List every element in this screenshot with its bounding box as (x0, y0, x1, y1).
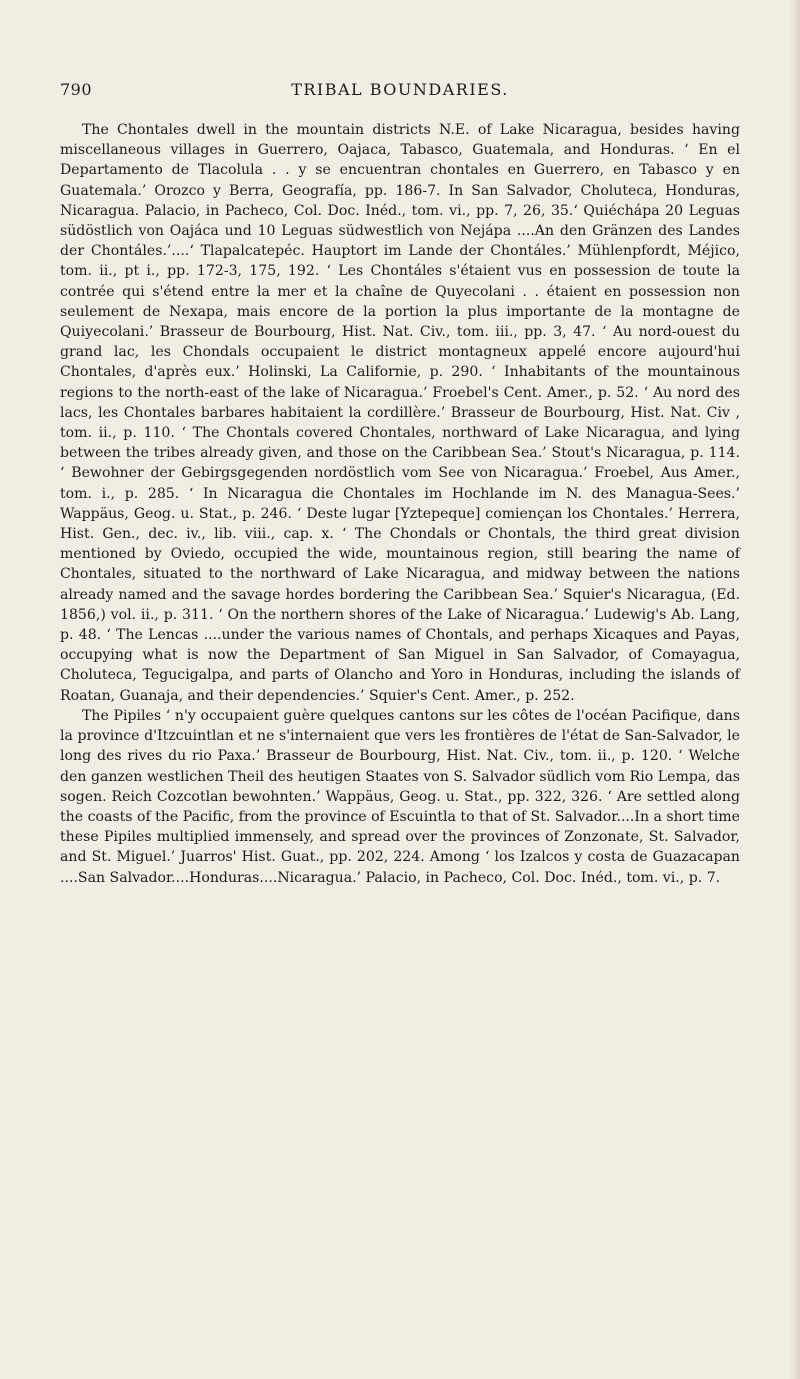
paragraph-pipiles: The Pipiles ‘ n'y occupaient guère quelques cantons sur les côtes de l'océan Pacifique, dans la province d'Itzcuintlan et ne s'internaient que vers les frontières de l'état de San-Salvador, le long des rives du rio Paxa.’ Brasseur de Bourbourg, Hist. Nat. Civ., tom. ii., p. 120. ‘ Welche den ganzen westlichen Theil des heutigen Staates von S. Salvador südlich vom Rio Lempa, das sogen. Reich Cozcotlan bewohnten.’ Wappäus, Geog. u. Stat., pp. 322, 326. ‘ Are settled along the coasts of the Pacific, from the province of Escuintla to that of St. Salvador....In a short time these Pipiles multiplied immensely, and spread over the provinces of Zonzonate, St. Salvador, and St. Miguel.’ Juarros' Hist. Guat., pp. 202, 224. Among ‘ los Izalcos y costa de Guazacapan ....San Salvador....Honduras....Nicaragua.’ Palacio, in Pacheco, Col. Doc. Inéd., tom. vi., p. 7. (60, 707, 740, 886)
book-page (60, 80, 740, 888)
page-number: 790 (60, 80, 93, 99)
running-title: TRIBAL BOUNDARIES. (291, 80, 509, 99)
body-text (60, 120, 740, 888)
paragraph-chontales: The Chontales dwell in the mountain districts N.E. of Lake Nicaragua, besides having miscellaneous villages in Guerrero, Oajaca, Tabasco, Guatemala, and Honduras. ‘ En el Departamento de Tlacolula . . y se encuentran chontales en Guerrero, en Tabasco y en Guatemala.’ Orozco y Berra, Geografía, pp. 186-7. In San Salvador, Choluteca, Honduras, Nicaragua. Palacio, in Pacheco, Col. Doc. Inéd., tom. vi., pp. 7, 26, 35.‘ Quiéchápa 20 Leguas südöstlich von Oajáca und 10 Leguas südwestlich von Nejápa ....An den Gränzen des Landes der Chontáles.’....‘ Tlapalcatepéc. Hauptort im Lande der Chontáles.’ Mühlenpfordt, Méjico, tom. ii., pt i., pp. 172-3, 175, 192. ‘ Les Chontáles s'étaient vus en possession de toute la contrée qui s'étend entre la mer et la chaîne de Quyecolani . . étaient en possession non seulement de Nexapa, mais encore de la portion la plus importante de la montagne de Quiyecolani.’ Brasseur de Bourbourg, Hist. Nat. Civ., tom. iii., pp. 3, 47. ‘ Au nord-ouest du grand lac, les Chondals occupaient le district montagneux appelé encore aujourd'hui Chontales, d'après eux.’ Holinski, La Californie, p. 290. ‘ Inhabitants of the mountainous regions to the north-east of the lake of Nicaragua.’ Froebel's Cent. Amer., p. 52. ‘ Au nord des lacs, les Chontales barbares habitaient la cordillère.’ Brasseur de Bourbourg, Hist. Nat. Civ , tom. ii., p. 110. ‘ The Chontals covered Chontales, northward of Lake Nicaragua, and lying between the tribes already given, and those on the Caribbean Sea.’ Stout's Nicaragua, p. 114. ‘ Bewohner der Gebirgsgegenden nordöstlich vom See von Nicaragua.’ Froebel, Aus Amer., tom. i., p. 285. ‘ In Nicaragua die Chontales im Hochlande im N. des Managua-Sees.’ Wappäus, Geog. u. Stat., p. 246. ‘ Deste lugar [Yztepeque] comiençan los Chontales.’ Herrera, Hist. Gen., dec. iv., lib. viii., cap. x. ‘ The Chondals or Chontals, the third great division mentioned by Oviedo, occupied the wide, mountainous region, still bearing the name of Chontales, situated to the northward of Lake Nicaragua, and midway between the nations already named and the savage hordes bordering the Caribbean Sea.’ Squier's Nicaragua, (Ed. 1856,) vol. ii., p. 311. ‘ On the northern shores of the Lake of Nicaragua.’ Ludewig's Ab. Lang, p. 48. ‘ The Lencas ....under the various names of Chontals, and perhaps Xicaques and Payas, occupying what is now the Department of San Miguel in San Salvador, of Comayagua, Choluteca, Tegucigalpa, and parts of Olancho and Yoro in Honduras, including the islands of Roatan, Guanaja, and their dependencies.’ Squier's Cent. Amer., p. 252. (60, 122, 740, 704)
running-head (60, 80, 740, 120)
page-edge-shadow (790, 0, 800, 1379)
